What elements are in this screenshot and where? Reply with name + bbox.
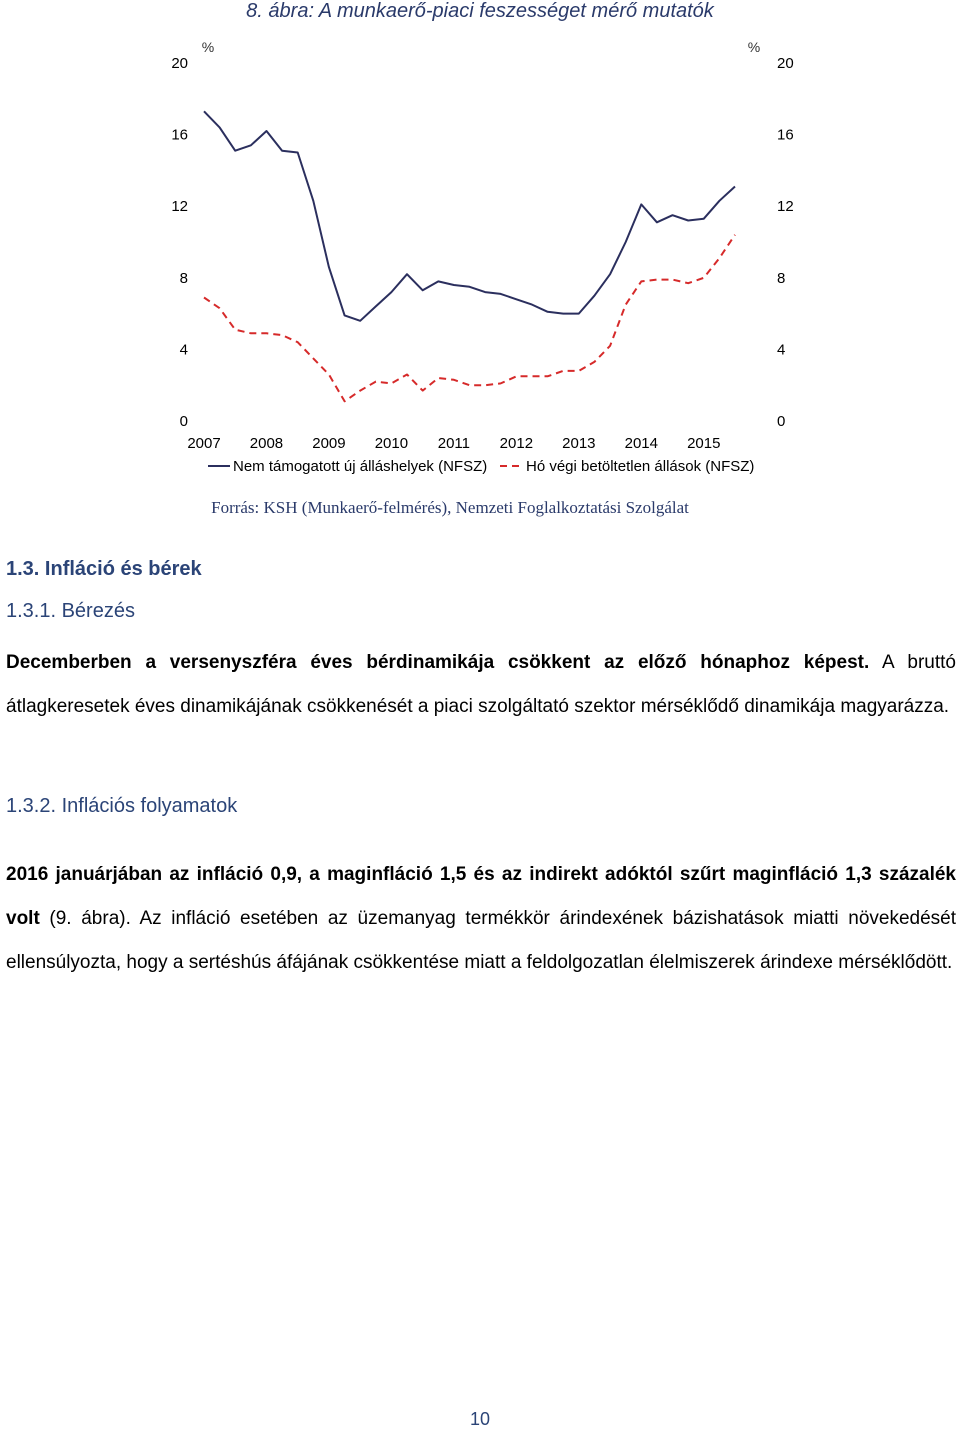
y-tick-label-left: 4 xyxy=(179,341,188,359)
y-tick-label-left: 16 xyxy=(171,126,188,144)
x-tick-label: 2014 xyxy=(624,435,658,452)
chart-legend xyxy=(208,458,754,475)
subsection-heading-inflation: 1.3.2. Inflációs folyamatok xyxy=(6,795,238,817)
y-tick-label-right: 12 xyxy=(777,198,794,216)
series-line-new-vacancies xyxy=(204,111,735,320)
subsection-heading-wages: 1.3.1. Bérezés xyxy=(6,600,135,622)
x-tick-label: 2011 xyxy=(437,435,471,452)
figure-source: Forrás: KSH (Munkaerő-felmérés), Nemzeti Foglalkoztatási Szolgálat xyxy=(211,498,689,517)
x-tick-label: 2010 xyxy=(374,435,409,452)
y-tick-label-left: 20 xyxy=(171,55,188,72)
section-heading: 1.3. Infláció és bérek xyxy=(6,558,202,580)
legend-label-new-vacancies: Nem támogatott új álláshelyek (NFSZ) xyxy=(233,458,488,475)
x-tick-label: 2008 xyxy=(249,435,284,452)
x-tick-label: 2007 xyxy=(187,435,221,452)
paragraph-inflation-body: (9. ábra). Az infláció esetében az üzemanyag termékkör árindexének bázishatások miatti növekedését ellensúlyozta, hogy a sertéshús áfájának csökkentése miatt a feldolgozatlan élelmiszerek árindexe mérséklődött. xyxy=(6,908,956,973)
paragraph-wages-body: A bruttó átlagkeresetek éves dinamikájának csökkenését a piaci szolgáltató szektor mérséklődő dinamikája magyarázza. xyxy=(6,652,956,717)
y-tick-label-right: 16 xyxy=(777,126,794,144)
y-tick-label-left: 8 xyxy=(179,269,188,287)
x-tick-label: 2009 xyxy=(312,435,346,452)
figure-title: 8. ábra: A munkaerő-piaci feszességet mérő mutatók xyxy=(246,0,714,22)
y-tick-label-right: 8 xyxy=(777,269,786,287)
y-unit-right: % xyxy=(747,39,761,55)
line-chart xyxy=(160,30,800,490)
y-tick-label-left: 0 xyxy=(179,413,188,430)
paragraph-wages-lead: Decemberben a versenyszféra éves bérdinamikája csökkent az előző hónaphoz képest. xyxy=(6,652,870,673)
chart-series xyxy=(204,111,735,401)
chart-axes xyxy=(171,39,793,452)
paragraph-inflation-lead: 2016 januárjában az infláció 0,9, a maginfláció 1,5 és az indirekt adóktól szűrt maginfláció 1,3 százalék volt xyxy=(6,864,956,929)
y-unit-left: % xyxy=(201,39,215,55)
series-line-unfilled-vacancies xyxy=(204,235,735,401)
y-tick-label-right: 4 xyxy=(777,341,786,359)
x-tick-label: 2012 xyxy=(499,435,534,452)
x-tick-label: 2013 xyxy=(562,435,596,452)
y-tick-label-left: 12 xyxy=(171,198,188,216)
y-tick-label-right: 20 xyxy=(777,55,794,72)
page-number: 10 xyxy=(469,1409,491,1429)
y-tick-label-right: 0 xyxy=(777,413,786,430)
paragraph-inflation xyxy=(6,853,956,985)
paragraph-wages xyxy=(6,641,956,729)
x-tick-label: 2015 xyxy=(687,435,721,452)
legend-label-unfilled-vacancies: Hó végi betöltetlen állások (NFSZ) xyxy=(526,458,755,475)
